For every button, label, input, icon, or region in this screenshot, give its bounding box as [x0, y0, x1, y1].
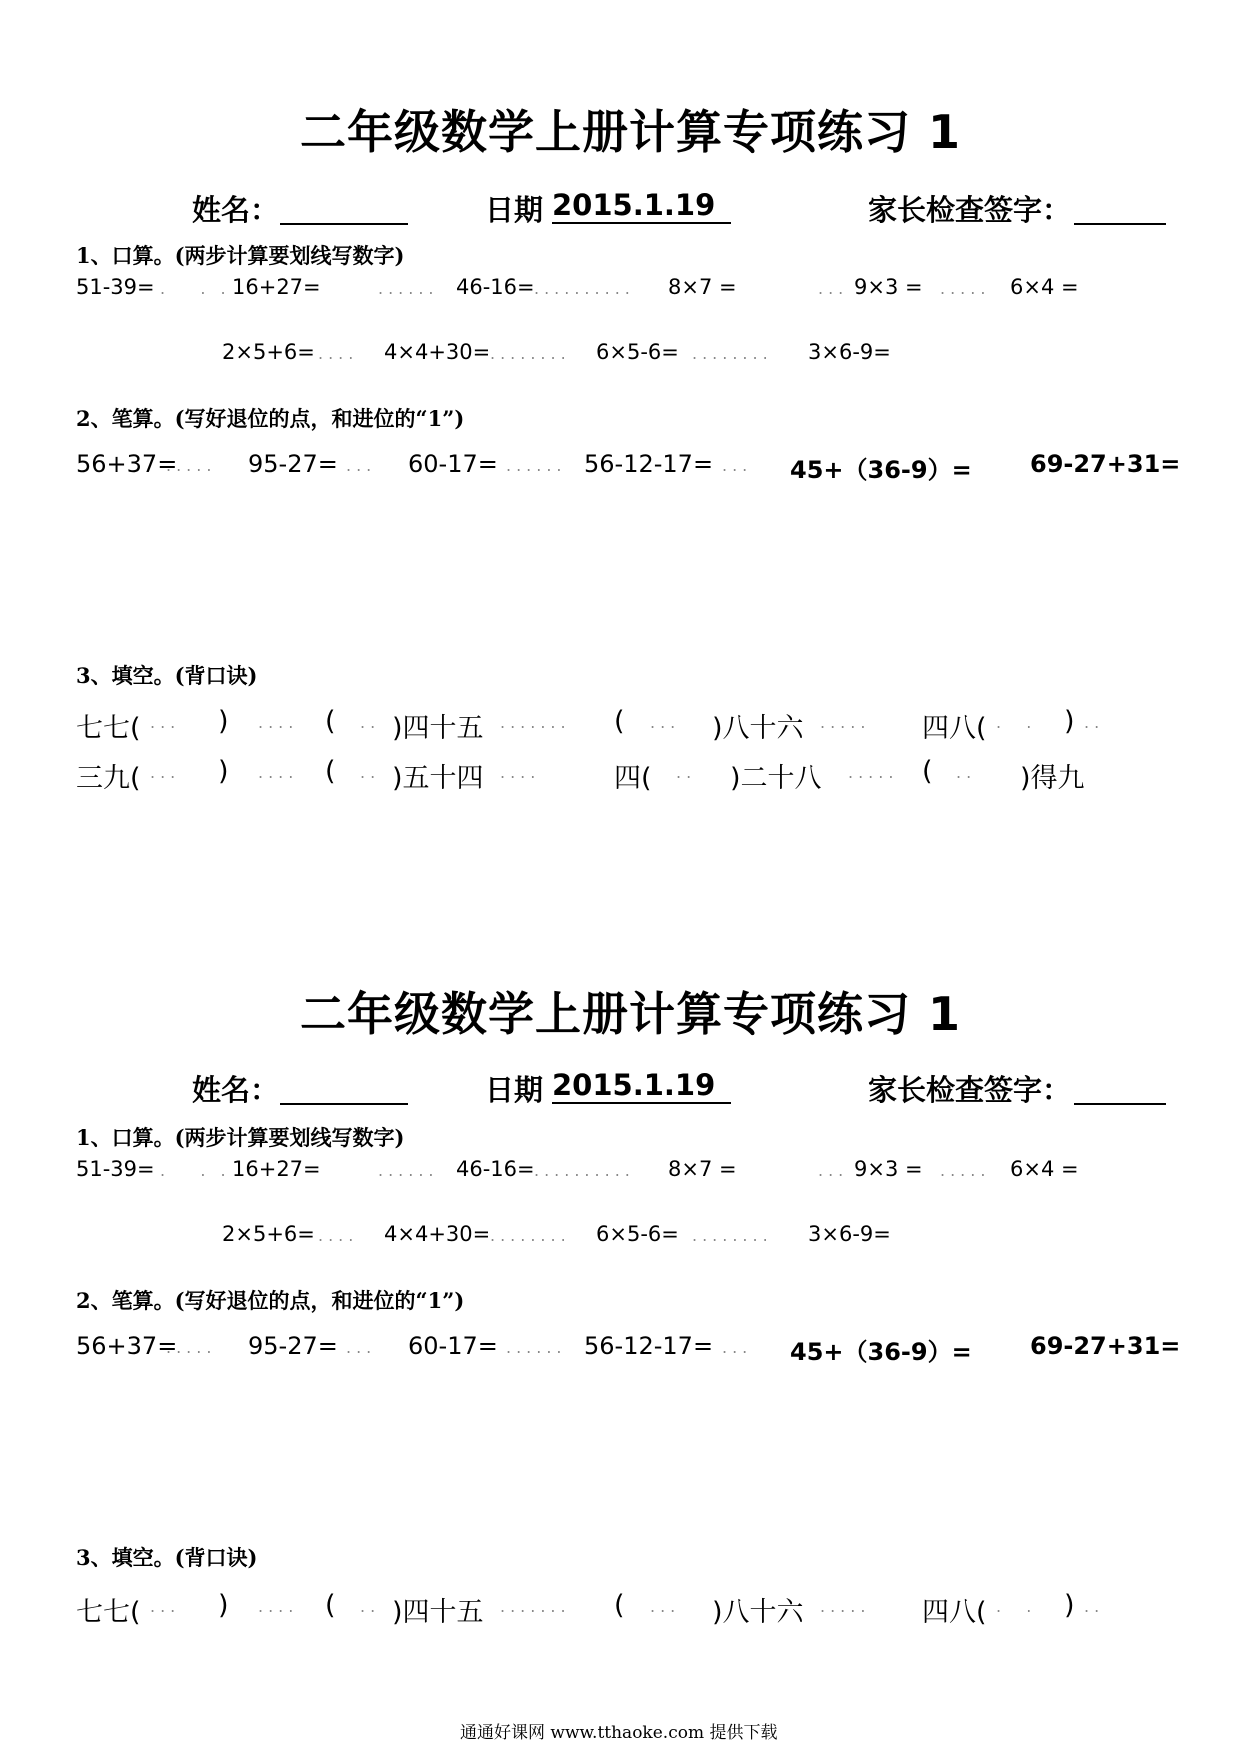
- answer-dots: . . .: [160, 1161, 231, 1180]
- answer-dots: ....: [258, 713, 299, 732]
- name-label: 姓名：: [192, 1073, 280, 1107]
- answer-dots: ..: [1084, 1597, 1105, 1616]
- name-label: 姓名：: [192, 193, 280, 227]
- answer-dots: ..: [360, 763, 381, 782]
- oral-item: 46-16=: [456, 275, 535, 299]
- fill-item: (: [614, 706, 625, 737]
- written-item: 95-27=: [248, 1332, 338, 1360]
- parent-sign-label: 家长检查签字：: [868, 1073, 1072, 1107]
- oral-item: 6×5-6=: [596, 1222, 679, 1246]
- fill-item: )五十四: [392, 763, 484, 794]
- written-item: 56-12-17=: [584, 1332, 714, 1360]
- section-2-title: 2、笔算。(写好退位的点，和进位的“1”): [76, 406, 465, 431]
- fill-item: ): [218, 706, 229, 737]
- page-title: 二年级数学上册计算专项练习 1: [300, 105, 962, 159]
- oral-item: 2×5+6=: [222, 340, 315, 364]
- answer-dots: ....: [258, 1597, 299, 1616]
- oral-item: 4×4+30=: [384, 1222, 491, 1246]
- parent-sign-blank: [1074, 1073, 1166, 1105]
- answer-dots: ...: [818, 279, 849, 298]
- answer-dots: ...: [818, 1161, 849, 1180]
- name-blank: [280, 193, 408, 225]
- parent-sign-blank: [1074, 193, 1166, 225]
- written-item: 45+（36-9）=: [790, 456, 972, 484]
- answer-dots: ....: [318, 344, 359, 363]
- fill-item: (: [922, 756, 933, 787]
- section-3-title: 3、填空。(背口诀): [76, 663, 258, 688]
- oral-item: 9×3 =: [854, 275, 923, 299]
- fill-item: )八十六: [712, 713, 804, 744]
- answer-dots: .....: [940, 1161, 991, 1180]
- answer-dots: ...: [346, 1338, 377, 1357]
- answer-dots: .....: [848, 763, 899, 782]
- section-2-title: 2、笔算。(写好退位的点，和进位的“1”): [76, 1288, 465, 1313]
- written-item: 45+（36-9）=: [790, 1338, 972, 1366]
- answer-dots: ...: [722, 456, 753, 475]
- oral-item: 8×7 =: [668, 275, 737, 299]
- answer-dots: ...: [346, 456, 377, 475]
- fill-item: (: [325, 1590, 336, 1621]
- written-item: 95-27=: [248, 450, 338, 478]
- fill-item: 四八(: [922, 713, 987, 744]
- fill-item: )四十五: [392, 1597, 484, 1628]
- oral-item: 16+27=: [232, 1157, 321, 1181]
- answer-dots: .....: [166, 1338, 217, 1357]
- oral-item: 6×5-6=: [596, 340, 679, 364]
- page-title: 二年级数学上册计算专项练习 1: [300, 987, 962, 1041]
- fill-item: ): [1064, 706, 1075, 737]
- written-item: 56+37=: [76, 450, 178, 478]
- written-item: 60-17=: [408, 450, 498, 478]
- oral-item: 51-39=: [76, 1157, 155, 1181]
- oral-item: 3×6-9=: [808, 340, 891, 364]
- answer-dots: ...: [150, 713, 181, 732]
- oral-item: 6×4 =: [1010, 275, 1079, 299]
- fill-item: ): [218, 1590, 229, 1621]
- parent-sign-label: 家长检查签字：: [868, 193, 1072, 227]
- name-blank: [280, 1073, 408, 1105]
- fill-item: 三九(: [76, 763, 141, 794]
- answer-dots: ........: [490, 1226, 571, 1245]
- written-item: 69-27+31=: [1030, 450, 1181, 478]
- answer-dots: . .: [996, 1597, 1037, 1616]
- fill-item: )四十五: [392, 713, 484, 744]
- oral-item: 3×6-9=: [808, 1222, 891, 1246]
- fill-item: 四八(: [922, 1597, 987, 1628]
- answer-dots: .......: [500, 713, 571, 732]
- answer-dots: ..: [360, 713, 381, 732]
- answer-dots: . .: [996, 713, 1037, 732]
- written-item: 56-12-17=: [584, 450, 714, 478]
- fill-item: 七七(: [76, 713, 141, 744]
- answer-dots: . . .: [160, 279, 231, 298]
- section-1-title: 1、口算。(两步计算要划线写数字): [76, 243, 405, 268]
- answer-dots: ....: [318, 1226, 359, 1245]
- written-item: 60-17=: [408, 1332, 498, 1360]
- answer-dots: ........: [692, 344, 773, 363]
- fill-item: (: [325, 706, 336, 737]
- date-label: 日期: [485, 1073, 544, 1107]
- answer-dots: ......: [506, 1338, 567, 1357]
- fill-item: )八十六: [712, 1597, 804, 1628]
- oral-item: 9×3 =: [854, 1157, 923, 1181]
- answer-dots: .......: [500, 1597, 571, 1616]
- answer-dots: .....: [940, 279, 991, 298]
- answer-dots: ......: [506, 456, 567, 475]
- answer-dots: ......: [378, 1161, 439, 1180]
- fill-item: )二十八: [730, 763, 822, 794]
- date-value: 2015.1.19: [552, 188, 731, 224]
- oral-item: 8×7 =: [668, 1157, 737, 1181]
- written-item: 69-27+31=: [1030, 1332, 1181, 1360]
- answer-dots: ..: [1084, 713, 1105, 732]
- section-1-title: 1、口算。(两步计算要划线写数字): [76, 1125, 405, 1150]
- oral-item: 2×5+6=: [222, 1222, 315, 1246]
- answer-dots: .....: [820, 713, 871, 732]
- answer-dots: ...: [722, 1338, 753, 1357]
- written-item: 56+37=: [76, 1332, 178, 1360]
- answer-dots: ........: [692, 1226, 773, 1245]
- answer-dots: ..........: [534, 279, 635, 298]
- answer-dots: ..: [676, 763, 697, 782]
- answer-dots: .....: [820, 1597, 871, 1616]
- oral-item: 4×4+30=: [384, 340, 491, 364]
- date-value: 2015.1.19: [552, 1068, 731, 1104]
- fill-item: )得九: [1020, 763, 1085, 794]
- oral-item: 16+27=: [232, 275, 321, 299]
- fill-item: 七七(: [76, 1597, 141, 1628]
- date-label: 日期: [485, 193, 544, 227]
- fill-item: 四(: [614, 763, 652, 794]
- oral-item: 51-39=: [76, 275, 155, 299]
- answer-dots: ...: [150, 1597, 181, 1616]
- fill-item: ): [1064, 1590, 1075, 1621]
- oral-item: 46-16=: [456, 1157, 535, 1181]
- footer-credit: 通通好课网 www.tthaoke.com 提供下载: [460, 1723, 778, 1743]
- answer-dots: ..: [956, 763, 977, 782]
- answer-dots: ......: [378, 279, 439, 298]
- answer-dots: .....: [166, 456, 217, 475]
- answer-dots: ..........: [534, 1161, 635, 1180]
- answer-dots: ....: [258, 763, 299, 782]
- answer-dots: ........: [490, 344, 571, 363]
- answer-dots: ..: [360, 1597, 381, 1616]
- answer-dots: ...: [650, 1597, 681, 1616]
- answer-dots: ...: [650, 713, 681, 732]
- section-3-title: 3、填空。(背口诀): [76, 1545, 258, 1570]
- fill-item: ): [218, 756, 229, 787]
- answer-dots: ...: [150, 763, 181, 782]
- answer-dots: ....: [500, 763, 541, 782]
- fill-item: (: [325, 756, 336, 787]
- fill-item: (: [614, 1590, 625, 1621]
- oral-item: 6×4 =: [1010, 1157, 1079, 1181]
